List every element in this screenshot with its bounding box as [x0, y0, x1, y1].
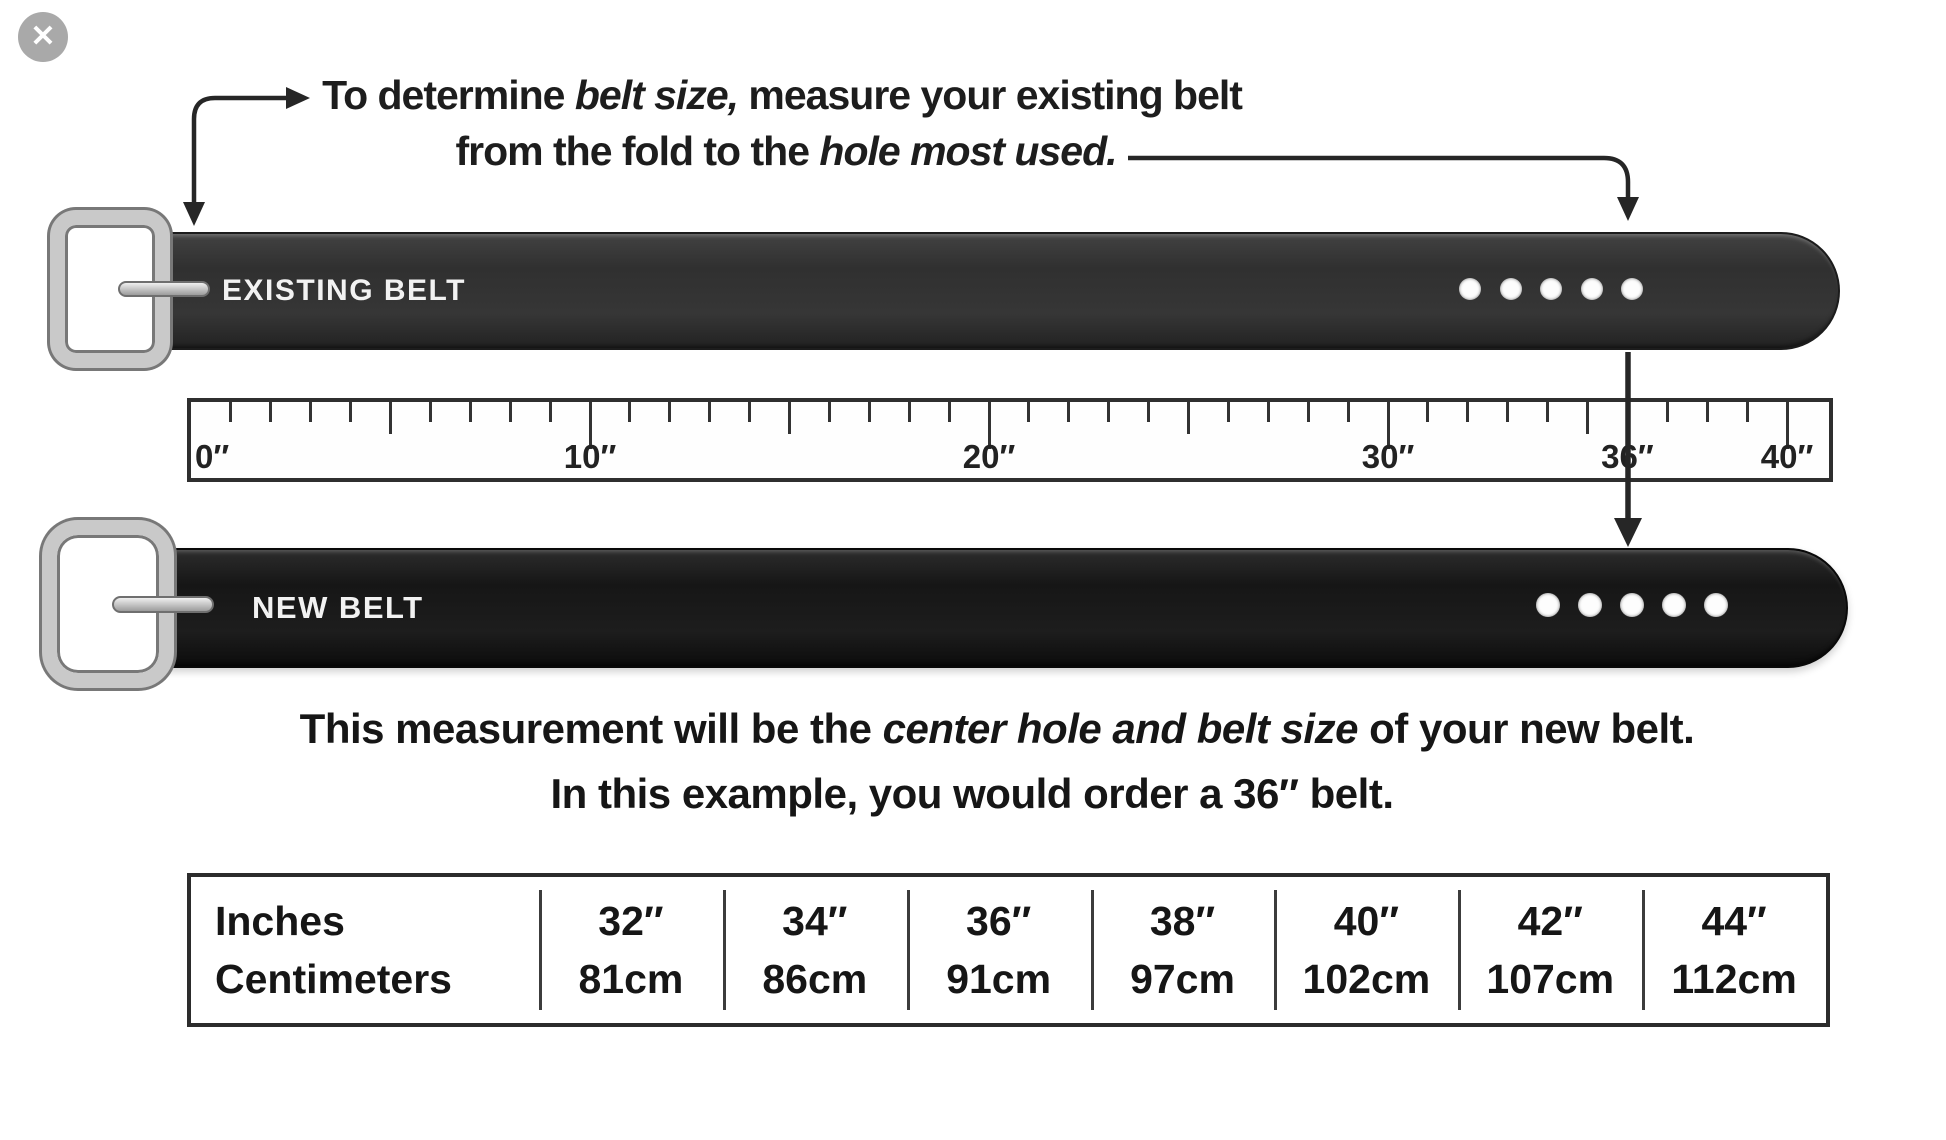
ruler-label-10: 10″	[563, 438, 617, 475]
belt-hole	[1581, 278, 1603, 300]
ruler-tick	[1347, 402, 1350, 422]
ruler-label-30: 30″	[1361, 438, 1415, 475]
ruler-tick	[748, 402, 751, 422]
ruler-tick	[948, 402, 951, 422]
table-cell-cm: 112cm	[1671, 956, 1797, 1002]
hole-most-used-arrow	[1128, 158, 1639, 221]
ruler-tick	[1187, 402, 1190, 434]
existing-belt-label: EXISTING BELT	[222, 274, 466, 307]
belt-hole	[1536, 593, 1560, 617]
table-cell-cm: 107cm	[1486, 956, 1615, 1002]
ruler-tick	[868, 402, 871, 422]
instruction-text: from the fold to the	[455, 128, 820, 174]
ruler-tick	[1626, 402, 1629, 422]
table-column-42	[1458, 877, 1642, 1023]
ruler-tick	[1426, 402, 1429, 422]
ruler-tick	[1107, 402, 1110, 422]
summary-emphasis-center-hole: center hole and belt size	[882, 705, 1358, 752]
ruler-label-20: 20″	[962, 438, 1016, 475]
ruler-tick	[229, 402, 232, 422]
existing-belt	[148, 232, 1840, 350]
belt-hole	[1578, 593, 1602, 617]
table-cell-cm: 91cm	[946, 956, 1052, 1002]
instruction-emphasis-belt-size: belt size,	[574, 72, 739, 118]
ruler-tick	[1067, 402, 1070, 422]
table-column-34	[723, 877, 907, 1023]
ruler-label-0: 0″	[195, 438, 230, 475]
table-cell-cm: 86cm	[762, 956, 868, 1002]
table-cell-cm: 97cm	[1130, 956, 1235, 1002]
belt-hole	[1704, 593, 1728, 617]
table-row-header: Inches	[215, 898, 345, 944]
ruler	[187, 398, 1833, 482]
summary-text: of your new belt.	[1357, 705, 1695, 752]
ruler-tick	[1746, 402, 1749, 422]
new-belt-label: NEW BELT	[252, 590, 424, 625]
ruler-tick	[549, 402, 552, 422]
ruler-tick	[269, 402, 272, 422]
ruler-tick	[908, 402, 911, 422]
ruler-tick	[309, 402, 312, 422]
table-cell-inches: 36″	[966, 898, 1032, 944]
summary-text: This measurement will be the	[299, 705, 883, 752]
table-cell-inches: 40″	[1333, 898, 1399, 944]
ruler-tick	[668, 402, 671, 422]
instruction-text: measure your existing belt	[738, 72, 1242, 118]
ruler-tick	[1466, 402, 1469, 422]
table-cell-inches: 34″	[782, 898, 848, 944]
ruler-tick	[469, 402, 472, 422]
table-row-headers	[191, 877, 539, 1023]
instruction-note-line1	[322, 72, 1242, 118]
ruler-tick	[1027, 402, 1030, 422]
ruler-tick	[828, 402, 831, 422]
ruler-tick	[429, 402, 432, 422]
belt-hole	[1459, 278, 1481, 300]
table-column-32	[539, 877, 723, 1023]
summary-note-line2: In this example, you would order a 36″ belt.	[550, 770, 1394, 817]
instruction-text: To determine	[322, 72, 575, 118]
summary-note-line1	[300, 705, 1695, 753]
table-row-header: Centimeters	[215, 956, 452, 1002]
belt-hole	[1500, 278, 1522, 300]
belt-hole	[1621, 278, 1643, 300]
new-belt-prong	[112, 596, 214, 613]
close-icon: ✕	[30, 20, 56, 53]
belt-hole	[1540, 278, 1562, 300]
ruler-tick	[1506, 402, 1509, 422]
instruction-note-line2	[455, 128, 1116, 174]
instruction-emphasis-hole-most-used: hole most used.	[819, 128, 1117, 174]
ruler-tick	[349, 402, 352, 422]
close-button[interactable]	[18, 12, 68, 62]
table-cell-inches: 32″	[598, 898, 664, 944]
table-column-36	[907, 877, 1091, 1023]
ruler-tick	[1666, 402, 1669, 422]
ruler-tick	[1546, 402, 1549, 422]
ruler-tick	[509, 402, 512, 422]
table-column-44	[1642, 877, 1826, 1023]
belt-hole	[1620, 593, 1644, 617]
ruler-tick	[1227, 402, 1230, 422]
ruler-tick	[1706, 402, 1709, 422]
table-column-40	[1274, 877, 1458, 1023]
table-cell-inches: 44″	[1701, 898, 1767, 944]
size-conversion-table	[187, 873, 1830, 1027]
table-cell-cm: 102cm	[1302, 956, 1431, 1002]
ruler-tick	[389, 402, 392, 434]
table-cell-cm: 81cm	[578, 956, 684, 1002]
ruler-label-40: 40″	[1760, 438, 1814, 475]
table-column-38	[1091, 877, 1275, 1023]
ruler-tick	[628, 402, 631, 422]
belt-hole	[1662, 593, 1686, 617]
ruler-tick	[1307, 402, 1310, 422]
table-cell-inches: 38″	[1149, 898, 1216, 944]
existing-belt-prong	[118, 281, 210, 297]
table-cell-inches: 42″	[1517, 898, 1583, 944]
fold-arrow	[183, 87, 310, 226]
ruler-tick	[1147, 402, 1150, 422]
new-belt	[148, 548, 1848, 668]
ruler-label-36: 36″	[1601, 438, 1654, 475]
ruler-tick	[788, 402, 791, 434]
ruler-tick	[1586, 402, 1589, 434]
ruler-tick	[708, 402, 711, 422]
ruler-tick	[1267, 402, 1270, 422]
